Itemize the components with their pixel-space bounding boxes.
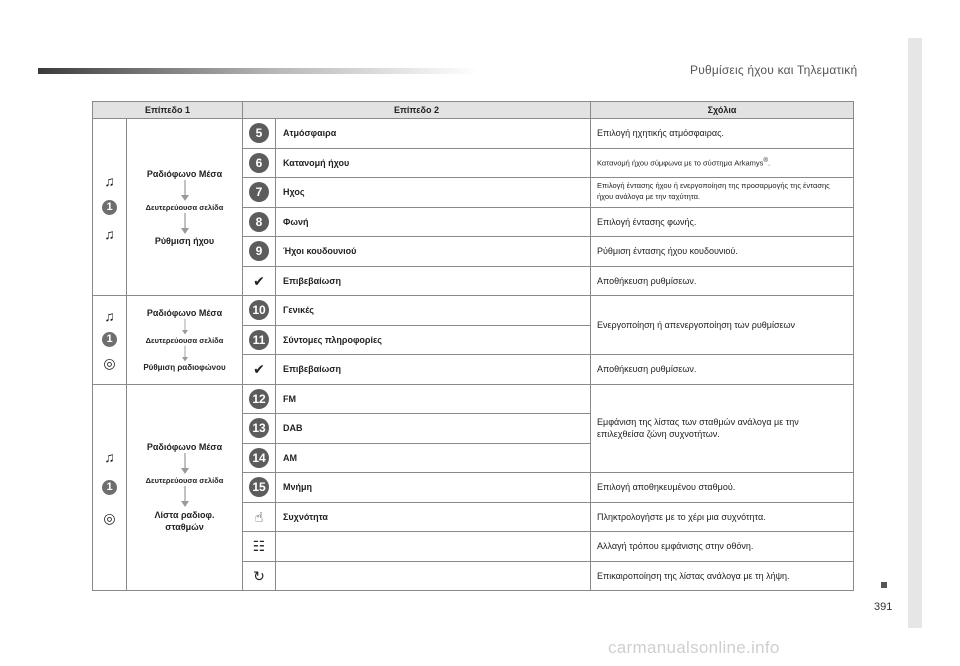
number-badge: 15 <box>249 477 269 497</box>
setting-name: Συχνότητα <box>276 502 591 532</box>
radio-signal-icon: ◎ <box>103 509 116 526</box>
settings-table <box>92 101 854 591</box>
number-badge: 13 <box>249 418 269 438</box>
setting-comment: Αποθήκευση ρυθμίσεων. <box>591 266 854 296</box>
hand-tap-icon: ☝ <box>254 508 264 525</box>
row-number <box>243 178 276 208</box>
page-marker <box>881 582 887 588</box>
setting-comment <box>591 148 854 178</box>
setting-comment: Επιλογή ηχητικής ατμόσφαιρας. <box>591 119 854 149</box>
number-badge: 5 <box>249 123 269 143</box>
registered-mark: ® <box>763 157 769 165</box>
number-badge: 9 <box>249 241 269 261</box>
page-number: 391 <box>874 601 893 613</box>
level1-middle-label: Δευτερεύουσα σελίδα <box>145 335 224 345</box>
setting-name: Μνήμη <box>276 473 591 503</box>
setting-comment: Ρύθμιση έντασης ήχου κουδουνιού. <box>591 237 854 267</box>
level1-middle-label: Δευτερεύουσα σελίδα <box>145 475 224 485</box>
table-row <box>93 384 854 414</box>
header-gradient-bar <box>38 68 478 74</box>
row-number <box>243 119 276 149</box>
step-badge: 1 <box>102 480 117 495</box>
down-arrow-icon <box>179 212 191 236</box>
setting-name: AM <box>276 443 591 473</box>
setting-name: Ήχοι κουδουνιού <box>276 237 591 267</box>
number-badge: 12 <box>249 389 269 409</box>
number-badge: 7 <box>249 182 269 202</box>
group1-icons <box>93 119 127 296</box>
setting-name: Ατμόσφαιρα <box>276 119 591 149</box>
refresh-icon: ↻ <box>253 567 265 584</box>
group2-level1 <box>127 296 243 385</box>
setting-name: Κατανομή ήχου <box>276 148 591 178</box>
setting-name: Ηχος <box>276 178 591 208</box>
header-level2: Επίπεδο 2 <box>243 102 591 119</box>
down-arrow-icon <box>179 452 191 476</box>
setting-name: Επιβεβαίωση <box>276 355 591 385</box>
watermark: carmanualsonline.info <box>608 638 780 657</box>
setting-comment: Αλλαγή τρόπου εμφάνισης στην οθόνη. <box>591 532 854 562</box>
page-header-title: Ρυθμίσεις ήχου και Τηλεματική <box>690 63 858 77</box>
group1-level1 <box>127 119 243 296</box>
radio-signal-icon: ◎ <box>103 355 116 372</box>
step-badge: 1 <box>102 332 117 347</box>
checkmark-icon: ✔ <box>253 361 265 378</box>
down-arrow-icon <box>179 345 191 363</box>
row-number <box>243 473 276 503</box>
level1-bottom-label: Ρύθμιση ραδιοφώνου <box>143 362 226 372</box>
setting-comment: Ενεργοποίηση ή απενεργοποίηση των ρυθμίσεων <box>591 296 854 355</box>
level1-top-label: Ραδιόφωνο Μέσα <box>146 307 223 318</box>
down-arrow-icon <box>179 179 191 203</box>
number-badge: 14 <box>249 448 269 468</box>
row-number <box>243 384 276 414</box>
music-note-icon: ♫ <box>104 172 115 189</box>
number-badge: 6 <box>249 153 269 173</box>
setting-comment: Επιλογή έντασης φωνής. <box>591 207 854 237</box>
down-arrow-icon <box>179 485 191 509</box>
setting-comment: Επιλογή έντασης ήχου ή ενεργοποίηση της προσαρμογής της έντασης ήχου ανάλογα με την ταχύτητα. <box>591 178 854 208</box>
page-side-strip <box>908 38 922 628</box>
setting-name <box>276 561 591 591</box>
level1-middle-label: Δευτερεύουσα σελίδα <box>145 202 224 212</box>
group2-icons <box>93 296 127 385</box>
table-header-row <box>93 102 854 119</box>
checkmark-icon: ✔ <box>253 272 265 289</box>
row-symbol <box>243 502 276 532</box>
number-badge: 10 <box>249 300 269 320</box>
setting-name: Επιβεβαίωση <box>276 266 591 296</box>
row-number <box>243 443 276 473</box>
bluetooth-note-icon: ♫ <box>104 225 115 242</box>
list-view-icon: ☷ <box>252 538 266 555</box>
level1-bottom-label: Ρύθμιση ήχου <box>154 235 215 246</box>
number-badge: 11 <box>249 330 269 350</box>
comment-end: . <box>768 158 771 168</box>
music-note-icon: ♫ <box>104 448 115 465</box>
setting-comment: Επιλογή αποθηκευμένου σταθμού. <box>591 473 854 503</box>
comment-text: Κατανομή ήχου σύμφωνα με το σύστημα Arkamys <box>597 158 764 168</box>
setting-comment: Πληκτρολογήστε με το χέρι μια συχνότητα. <box>591 502 854 532</box>
number-badge: 8 <box>249 212 269 232</box>
level1-bottom-label: Λίστα ραδιοφ. σταθμών <box>154 509 215 532</box>
setting-comment: Αποθήκευση ρυθμίσεων. <box>591 355 854 385</box>
setting-name: DAB <box>276 414 591 444</box>
header-comments: Σχόλια <box>591 102 854 119</box>
table-row <box>93 296 854 326</box>
setting-name: Γενικές <box>276 296 591 326</box>
row-number <box>243 296 276 326</box>
row-number <box>243 414 276 444</box>
setting-name: Σύντομες πληροφορίες <box>276 325 591 355</box>
setting-comment: Εμφάνιση της λίστας των σταθμών ανάλογα με την επιλεχθείσα ζώνη συχνοτήτων. <box>591 384 854 473</box>
row-number <box>243 148 276 178</box>
level1-top-label: Ραδιόφωνο Μέσα <box>146 168 223 179</box>
table-row <box>93 119 854 149</box>
level1-top-label: Ραδιόφωνο Μέσα <box>146 441 223 452</box>
setting-name <box>276 532 591 562</box>
setting-name: Φωνή <box>276 207 591 237</box>
step-badge: 1 <box>102 200 117 215</box>
group3-level1 <box>127 384 243 591</box>
group3-icons <box>93 384 127 591</box>
music-note-icon: ♫ <box>104 308 115 325</box>
row-number <box>243 237 276 267</box>
row-symbol <box>243 532 276 562</box>
row-symbol <box>243 355 276 385</box>
setting-comment: Επικαιροποίηση της λίστας ανάλογα με τη λήψη. <box>591 561 854 591</box>
row-number <box>243 207 276 237</box>
row-symbol <box>243 561 276 591</box>
row-symbol <box>243 266 276 296</box>
down-arrow-icon <box>179 318 191 336</box>
header-level1: Επίπεδο 1 <box>93 102 243 119</box>
row-number <box>243 325 276 355</box>
setting-name: FM <box>276 384 591 414</box>
